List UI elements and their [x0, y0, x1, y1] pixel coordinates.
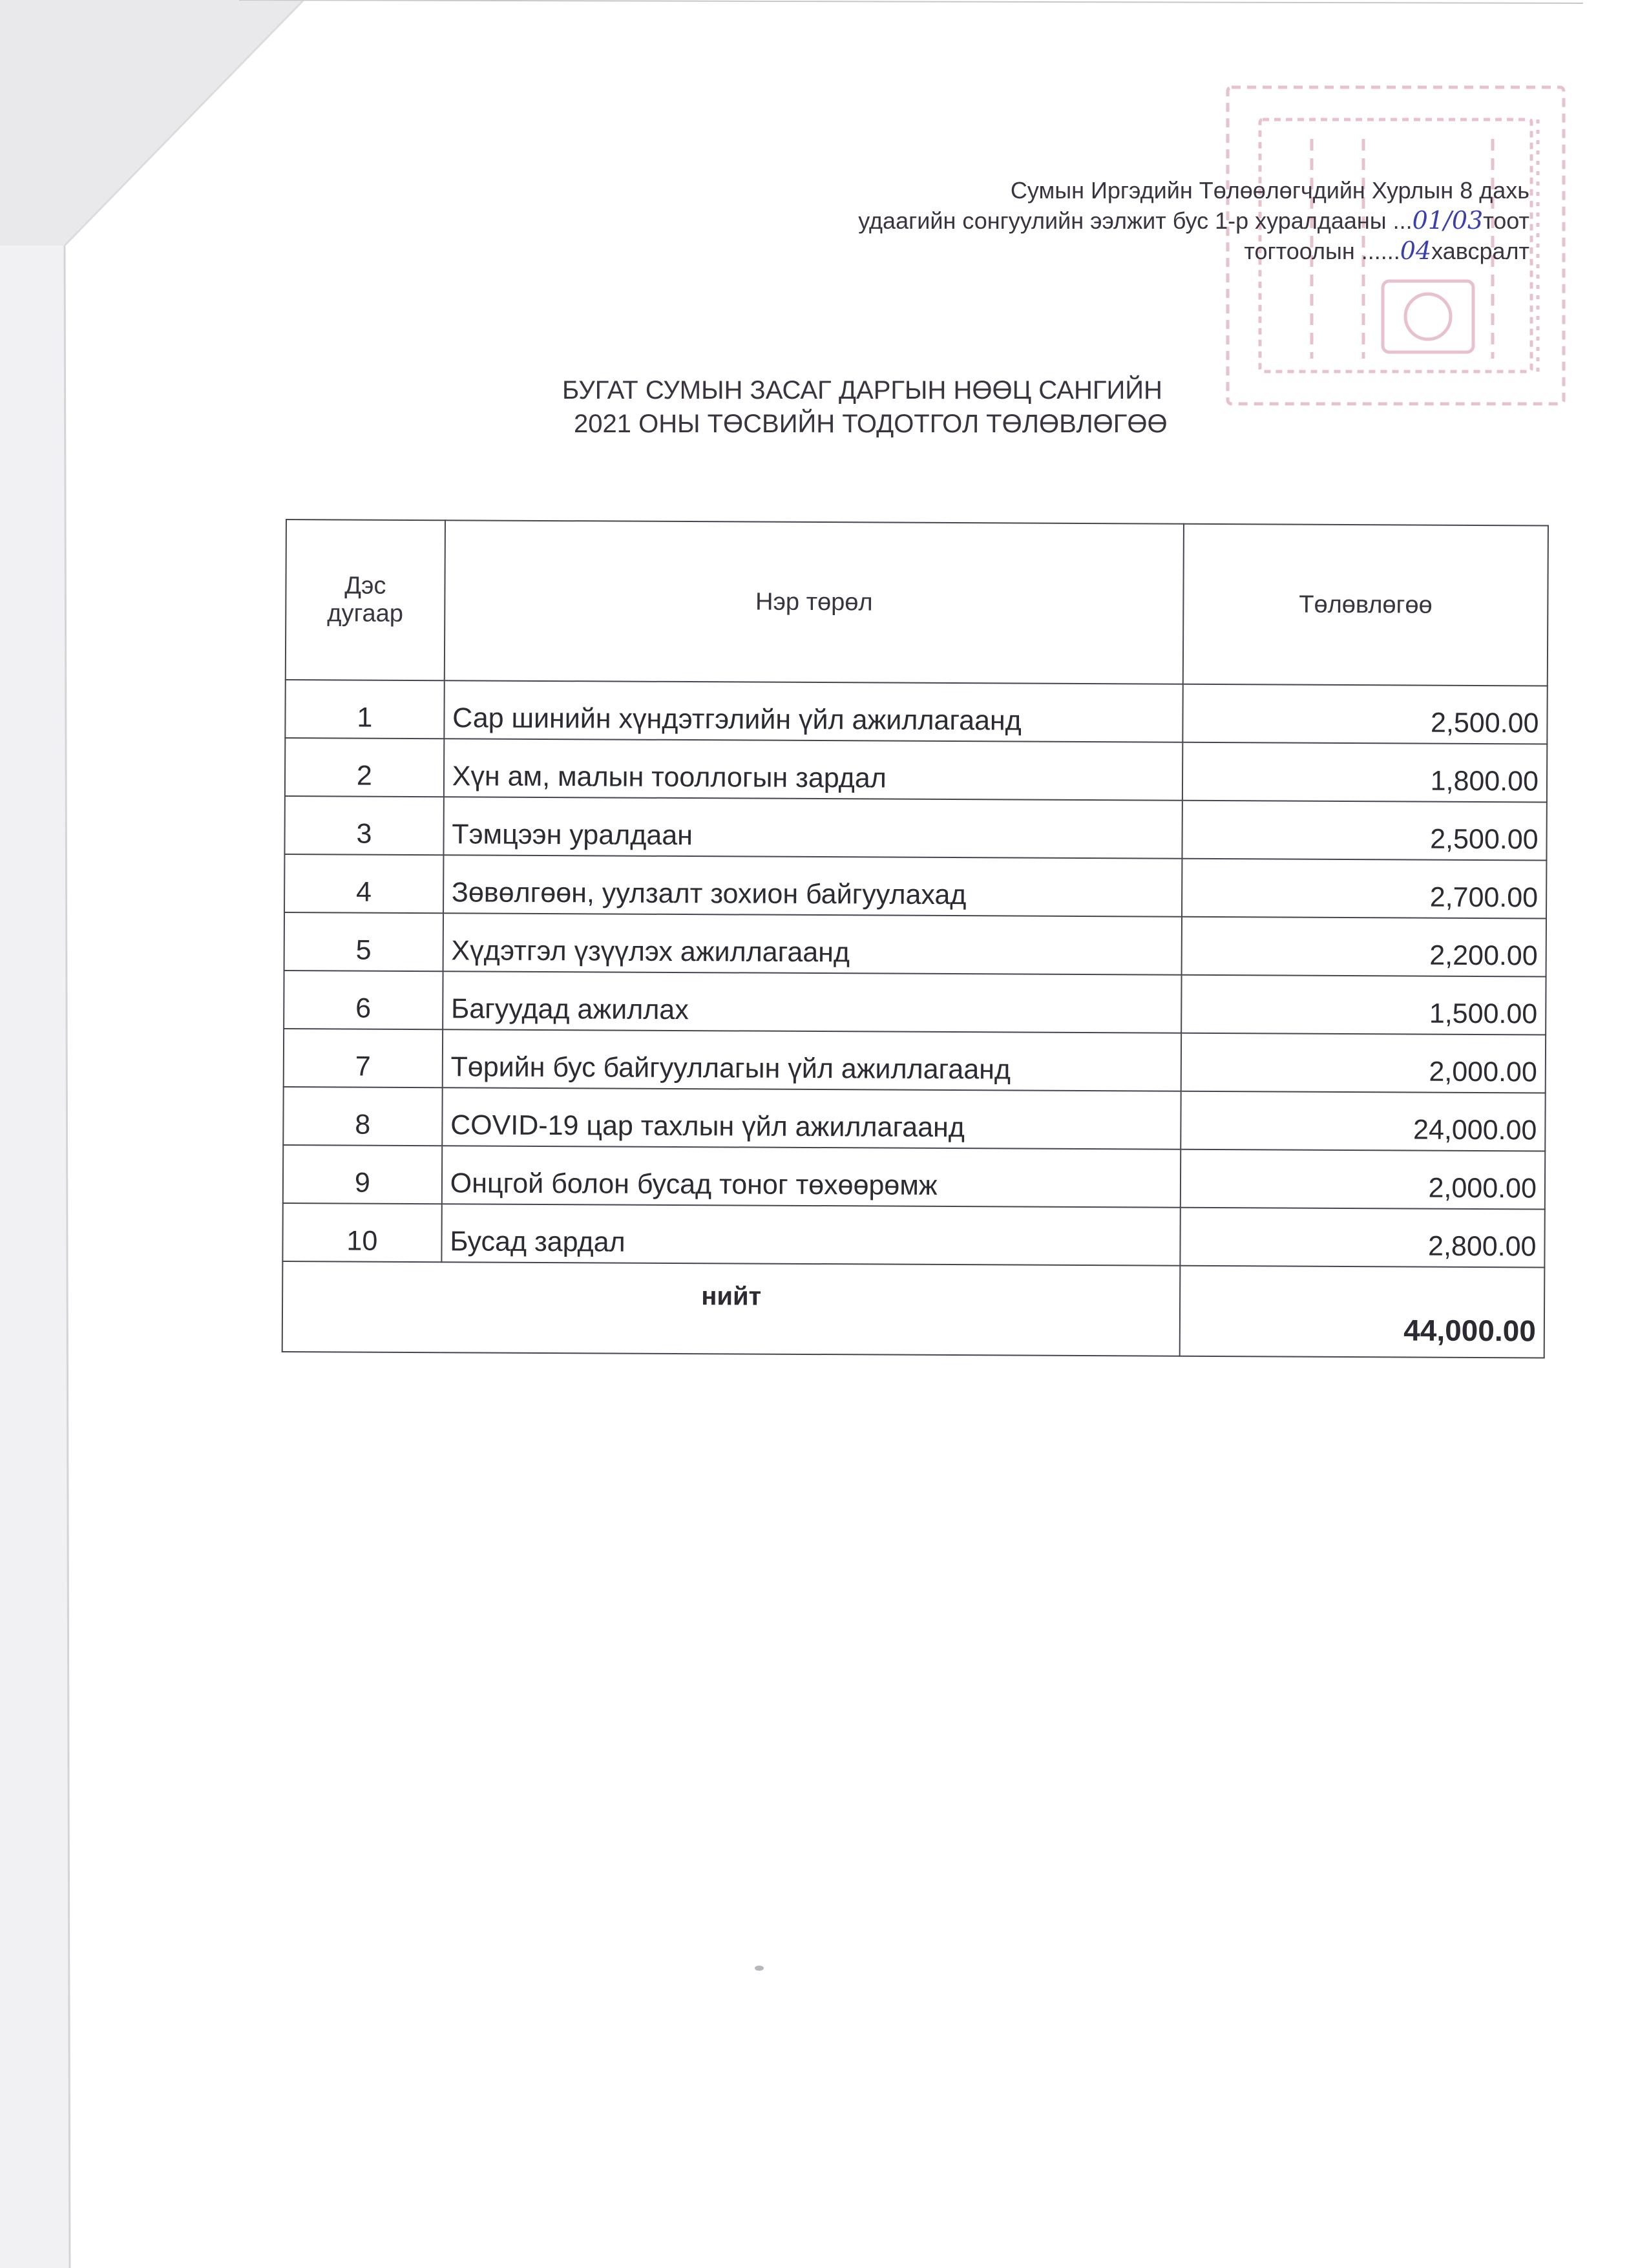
document-title: [562, 373, 1273, 441]
row-number: 9: [283, 1145, 442, 1204]
annex-header-line-2-suffix: тоот: [1483, 207, 1529, 234]
annex-header-line-3-prefix: тогтоолын: [1244, 238, 1361, 264]
row-number: 3: [284, 796, 443, 855]
row-number: 8: [283, 1087, 442, 1146]
row-plan: 2,800.00: [1181, 1208, 1545, 1268]
row-number: 2: [285, 738, 444, 797]
row-name: Тэмцээн уралдаан: [443, 797, 1182, 859]
header-number: [286, 520, 445, 680]
row-plan: 1,500.00: [1181, 975, 1546, 1035]
row-number: 10: [282, 1203, 441, 1262]
row-plan: 2,000.00: [1181, 1150, 1545, 1210]
document-title-line-2: 2021 ОНЫ ТӨСВИЙН ТОДОТГОЛ ТӨЛӨВЛӨГӨӨ: [574, 410, 1168, 438]
annex-header: [858, 176, 1529, 266]
table-body: [282, 680, 1548, 1358]
table-row: [284, 796, 1546, 861]
row-plan: 2,000.00: [1181, 1033, 1546, 1093]
document-title-line-1: БУГАТ СУМЫН ЗАСАГ ДАРГЫН НӨӨЦ САНГИЙН: [562, 376, 1162, 404]
annex-header-line-1: Сумын Иргэдийн Төлөөлөгчдийн Хурлын 8 дахь: [1010, 177, 1529, 204]
header-plan: Төлөвлөгөө: [1183, 524, 1548, 686]
row-name: Багуудад ажиллах: [443, 971, 1182, 1033]
row-name: Зөвөлгөөн, уулзалт зохион байгуулахад: [443, 855, 1182, 917]
row-number: 1: [285, 680, 444, 739]
table-row: [285, 680, 1547, 744]
row-name: Хүн ам, малын тооллогын зардал: [444, 739, 1183, 801]
row-plan: 2,500.00: [1183, 684, 1548, 744]
row-name: COVID-19 цар тахлын үйл ажиллагаанд: [442, 1087, 1181, 1150]
header-number-line-1: Дэс: [344, 572, 386, 600]
total-value: 44,000.00: [1180, 1266, 1544, 1358]
row-plan: 2,500.00: [1182, 801, 1547, 861]
table-row: [283, 1145, 1545, 1210]
total-label: нийт: [282, 1261, 1181, 1356]
row-number: 5: [284, 912, 443, 971]
annex-header-line-3-suffix: хавсралт: [1431, 238, 1529, 264]
table-row: [283, 1087, 1545, 1151]
header-number-line-2: дугаар: [327, 600, 404, 627]
annex-header-line-3-dots: ......: [1361, 238, 1400, 264]
row-name: Онцгой болон бусад тоног төхөөрөмж: [442, 1146, 1181, 1208]
row-plan: 24,000.00: [1181, 1091, 1545, 1151]
handwritten-resolution-number: 01/03: [1412, 206, 1484, 235]
row-number: 4: [284, 854, 443, 913]
table-total-row: [282, 1261, 1545, 1358]
table-row: [284, 1029, 1546, 1093]
table-row: [282, 1203, 1544, 1268]
table-header-row: [286, 520, 1548, 686]
header-name: Нэр төрөл: [445, 520, 1184, 684]
row-name: Сар шинийн хүндэтгэлийн үйл ажиллагаанд: [444, 680, 1183, 742]
table-row: [284, 971, 1546, 1035]
annex-header-line-2-dots: ...: [1392, 207, 1413, 234]
row-number: 7: [284, 1029, 443, 1087]
row-name: Хүдэтгэл үзүүлэх ажиллагаанд: [443, 913, 1182, 975]
annex-header-line-2-prefix: удаагийн сонгуулийн ээлжит бус 1-р хуралдааны: [858, 207, 1393, 234]
row-plan: 1,800.00: [1182, 742, 1547, 803]
row-name: Төрийн бус байгууллагын үйл ажиллагаанд: [442, 1029, 1181, 1091]
scan-speck: [755, 1966, 764, 1971]
row-number: 6: [284, 971, 443, 1029]
handwritten-annex-number: 04: [1400, 236, 1432, 265]
row-plan: 2,200.00: [1182, 917, 1546, 977]
table-row: [285, 738, 1547, 803]
budget-table: [282, 519, 1549, 1359]
annex-header-line-3: [858, 236, 1529, 266]
row-name: Бусад зардал: [441, 1204, 1181, 1266]
table-row: [284, 912, 1546, 977]
annex-header-line-2: [858, 205, 1529, 236]
row-plan: 2,700.00: [1182, 859, 1546, 919]
table-row: [284, 854, 1546, 919]
